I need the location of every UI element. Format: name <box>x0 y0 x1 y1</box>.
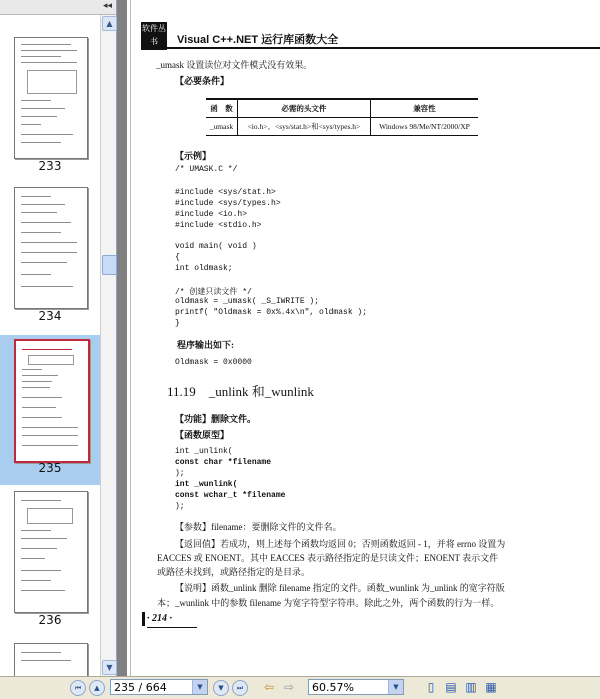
thumbnail-page-233[interactable] <box>0 33 100 183</box>
navigation-toolbar <box>0 676 600 699</box>
continuous-facing-icon[interactable]: ▦ <box>485 680 497 694</box>
table-cell: <io.h>、<sys/stat.h>和<sys/types.h> <box>237 118 370 136</box>
requirements-heading: 【必要条件】 <box>175 76 230 86</box>
table-header: 兼容性 <box>370 99 478 118</box>
thumbnail-page-235[interactable] <box>0 335 100 485</box>
page-number-rule <box>147 627 197 628</box>
code-line: } <box>175 319 180 328</box>
thumbnail-sidebar <box>0 0 117 676</box>
thumbnail-image <box>14 339 90 463</box>
output-heading: 程序输出如下: <box>177 340 234 350</box>
scroll-down-icon[interactable]: ▼ <box>102 660 117 675</box>
document-viewer[interactable] <box>117 0 600 676</box>
table-header: 函 数 <box>206 99 237 118</box>
table-header: 必需的头文件 <box>237 99 370 118</box>
code-line: /* UMASK.C */ <box>175 165 238 174</box>
continuous-icon[interactable]: ▤ <box>445 680 457 694</box>
thumbnail-label: 233 <box>38 159 62 173</box>
thumbnail-list <box>0 15 100 676</box>
thumbnail-label: 234 <box>38 309 62 323</box>
chevron-down-icon[interactable]: ▼ <box>388 680 403 694</box>
zoom-value: 60.57% <box>312 681 354 694</box>
code-line: int oldmask; <box>175 264 233 273</box>
back-icon[interactable]: ⇦ <box>263 680 275 694</box>
facing-icon[interactable]: ▥ <box>465 680 477 694</box>
code-line: { <box>175 253 180 262</box>
page-gutter-line <box>130 0 131 676</box>
last-page-icon[interactable]: ⏭ <box>232 680 248 696</box>
description-text: 【说明】函数_unlink 删除 filename 指定的文件。函数_wunlink 为_unlink 的宽字符版 <box>175 583 505 593</box>
code-line: /* 创建只读文件 */ <box>175 288 252 297</box>
description-text: 本；_wunlink 中的参数 filename 为宽字符型字符串。除此之外，两个函数的行为一样。 <box>157 598 500 608</box>
section-title: 11.19 _unlink 和_wunlink <box>167 384 314 399</box>
code-line: #include <sys/types.h> <box>175 199 281 208</box>
forward-icon[interactable]: ⇨ <box>283 680 295 694</box>
page-number-field[interactable] <box>110 679 208 695</box>
thumbnail-label: 235 <box>38 461 62 475</box>
sidebar-scrollbar[interactable] <box>100 15 116 676</box>
scroll-up-icon[interactable]: ▲ <box>102 16 117 31</box>
running-header <box>141 22 596 52</box>
requirements-table <box>206 98 478 136</box>
thumbnail-page-234[interactable] <box>0 183 100 333</box>
single-page-icon[interactable]: ▯ <box>427 680 435 694</box>
code-line: oldmask = _umask( _S_IWRITE ); <box>175 297 320 306</box>
scroll-thumb[interactable] <box>102 255 117 275</box>
code-line: printf( "Oldmask = 0x%.4x\n", oldmask ); <box>175 308 368 317</box>
table-cell: _umask <box>206 118 237 136</box>
output-line: Oldmask = 0x0000 <box>175 358 252 367</box>
thumbnail-image <box>14 187 88 309</box>
page-number: · 214 · <box>147 613 172 624</box>
intro-text: _umask 设置读位对文件模式没有效果。 <box>156 60 313 70</box>
return-text: EACCES 或 ENOENT。其中 EACCES 表示路径指定的是只读文件；ENOENT 表示文件 <box>157 553 499 563</box>
code-line: #include <stdio.h> <box>175 221 262 230</box>
return-text: 【返回值】若成功，则上述每个函数均返回 0；否则函数返回 - 1，并将 errno 设置为 <box>175 539 506 549</box>
thumbnail-image <box>14 491 88 613</box>
chevron-down-icon[interactable]: ▼ <box>192 680 207 694</box>
thumbnail-image <box>14 37 88 159</box>
running-title: Visual C++.NET 运行库函数大全 <box>177 34 339 46</box>
code-line: void main( void ) <box>175 242 257 251</box>
prototype-line: ); <box>175 502 185 511</box>
header-rule <box>165 47 600 49</box>
thumbnail-page-237[interactable] <box>0 639 100 676</box>
sidebar-header <box>0 0 116 15</box>
prototype-heading: 【函数原型】 <box>175 430 230 440</box>
first-page-icon[interactable]: ⏮ <box>70 680 86 696</box>
thumbnail-label: 236 <box>38 613 62 627</box>
prototype-line: int _wunlink( <box>175 480 238 489</box>
zoom-field[interactable] <box>308 679 404 695</box>
page-number-value: 235 / 664 <box>114 681 167 694</box>
function-heading: 【功能】删除文件。 <box>175 414 257 424</box>
prototype-line: int _unlink( <box>175 447 233 456</box>
code-line: #include <io.h> <box>175 210 248 219</box>
next-page-icon[interactable]: ▼ <box>213 680 229 696</box>
prototype-line: const wchar_t *filename <box>175 491 286 500</box>
parameter-text: 【参数】filename：要删除文件的文件名。 <box>175 522 342 532</box>
prev-page-icon[interactable]: ▲ <box>89 680 105 696</box>
collapse-sidebar-icon[interactable]: ◂◂ <box>102 1 112 11</box>
prototype-line: ); <box>175 469 185 478</box>
thumbnail-image <box>14 643 88 676</box>
thumbnail-page-236[interactable] <box>0 487 100 637</box>
document-page <box>127 0 600 676</box>
prototype-line: const char *filename <box>175 458 272 467</box>
series-logo: 软件丛书 <box>141 22 167 50</box>
return-text: 或路径未找到，或路径指定的是目录。 <box>157 567 311 577</box>
table-cell: Windows 98/Me/NT/2000/XP <box>370 118 478 136</box>
example-heading: 【示例】 <box>175 151 212 161</box>
code-line: #include <sys/stat.h> <box>175 188 276 197</box>
